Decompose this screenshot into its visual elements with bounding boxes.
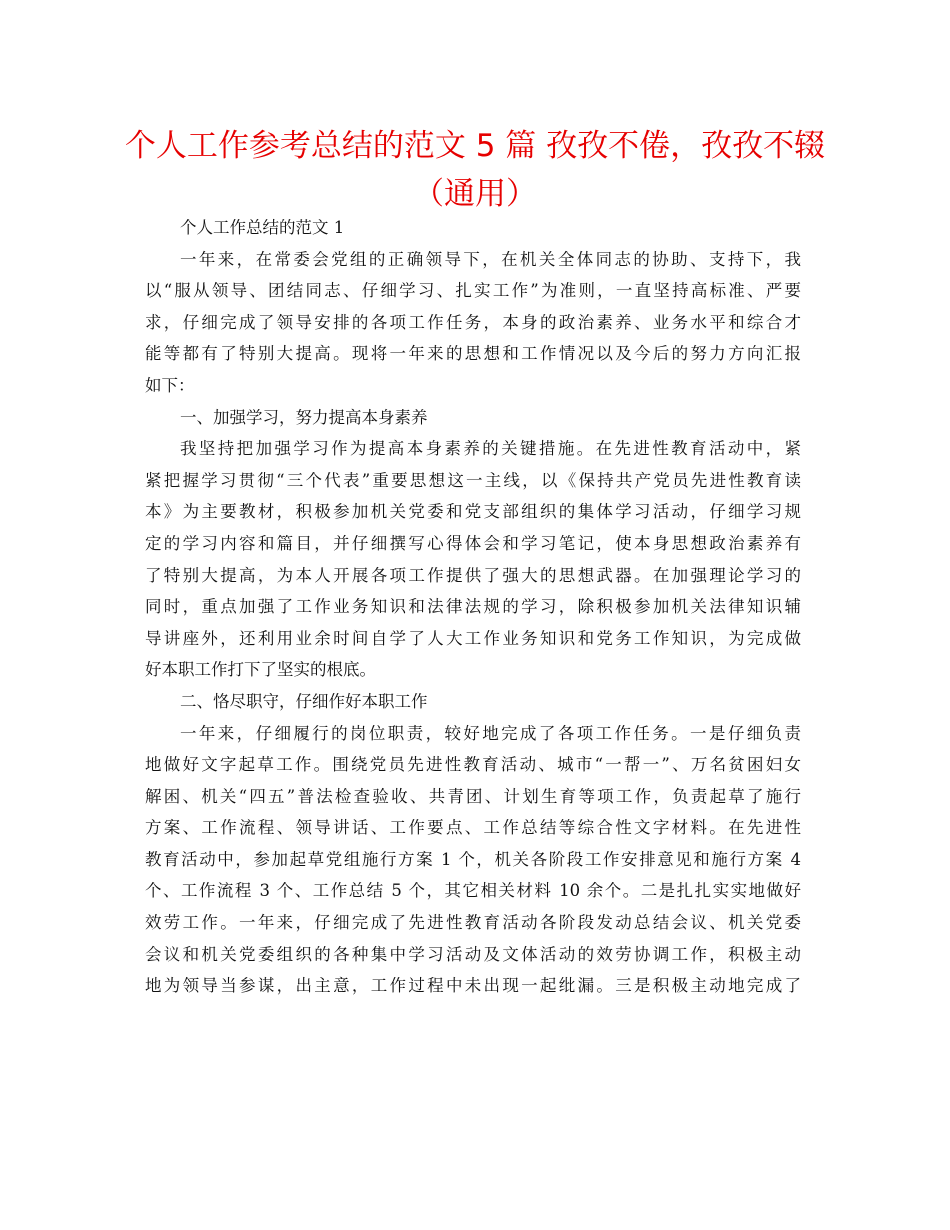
text-line: 好本职工作打下了坚实的根底。 — [145, 660, 376, 680]
text-line: 一、加强学习，努力提高本身素养 — [180, 407, 428, 427]
text-line: 紧把握学习贯彻“三个代表”重要思想这一主线，以《保持共产党员先进性教育读 — [145, 470, 801, 490]
text-line: 能等都有了特别大提高。现将一年来的思想和工作情况以及今后的努力方向汇报 — [145, 344, 801, 364]
document-body — [145, 212, 801, 1002]
text-line: 地为领导当参谋，出主意，工作过程中未出现一起纰漏。三是积极主动地完成了 — [145, 976, 801, 996]
text-line: 会议和机关党委组织的各种集中学习活动及文体活动的效劳协调工作，积极主动 — [145, 944, 801, 964]
text-line: 解困、机关“四五”普法检查验收、共青团、计划生育等项工作，负责起草了施行 — [145, 786, 801, 806]
text-line: 教育活动中，参加起草党组施行方案 1 个，机关各阶段工作安排意见和施行方案 4 — [145, 849, 801, 869]
text-line: 了特别大提高，为本人开展各项工作提供了强大的思想武器。在加强理论学习的 — [145, 565, 801, 585]
text-line: 方案、工作流程、领导讲话、工作要点、工作总结等综合性文字材料。在先进性 — [145, 818, 801, 838]
text-line: 本》为主要教材，积极参加机关党委和党支部组织的集体学习活动，仔细学习规 — [145, 502, 801, 522]
text-line: 一年来，在常委会党组的正确领导下，在机关全体同志的协助、支持下，我 — [180, 249, 801, 269]
text-line: 效劳工作。一年来，仔细完成了先进性教育活动各阶段发动总结会议、机关党委 — [145, 913, 801, 933]
text-line: 以“服从领导、团结同志、仔细学习、扎实工作”为准则，一直坚持高标准、严要 — [145, 281, 801, 301]
document-title: 个人工作参考总结的范文 5 篇 孜孜不倦，孜孜不辍（通用） — [124, 128, 826, 212]
text-line: 定的学习内容和篇目，并仔细撰写心得体会和学习笔记，使本身思想政治素养有 — [145, 533, 801, 553]
text-line: 个、工作流程 3 个、工作总结 5 个，其它相关材料 10 余个。二是扎扎实实地做好 — [145, 881, 801, 901]
text-line: 如下： — [145, 375, 195, 395]
paragraph-study — [145, 433, 801, 686]
section-subtitle — [145, 212, 801, 244]
text-line: 一年来，仔细履行的岗位职责，较好地完成了各项工作任务。一是仔细负责 — [180, 723, 801, 743]
text-line: 地做好文字起草工作。围绕党员先进性教育活动、城市“一帮一”、万名贫困妇女 — [145, 755, 801, 775]
section-heading-1 — [145, 402, 801, 434]
section-heading-2 — [145, 686, 801, 718]
paragraph-intro — [145, 244, 801, 402]
text-line: 二、恪尽职守，仔细作好本职工作 — [180, 691, 428, 711]
text-line: 个人工作总结的范文 1 — [180, 218, 345, 237]
text-line: 求，仔细完成了领导安排的各项工作任务，本身的政治素养、业务水平和综合才 — [145, 312, 801, 332]
text-line: 同时，重点加强了工作业务知识和法律法规的学习，除积极参加机关法律知识辅 — [145, 597, 801, 617]
text-line: 导讲座外，还利用业余时间自学了人大工作业务知识和党务工作知识，为完成做 — [145, 628, 801, 648]
paragraph-duties — [145, 718, 801, 1002]
text-line: 我坚持把加强学习作为提高本身素养的关键措施。在先进性教育活动中，紧 — [180, 439, 801, 459]
